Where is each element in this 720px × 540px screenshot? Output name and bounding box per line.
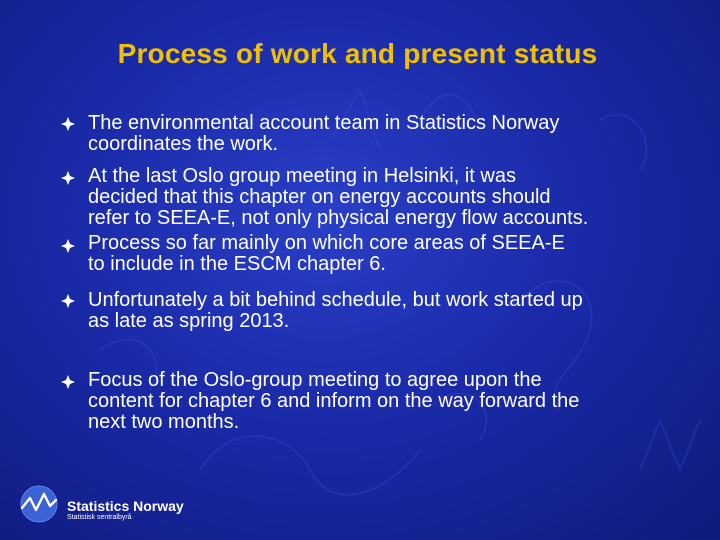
bullet-text: At the last Oslo group meeting in Helsinki, it was decided that this chapter on energy accounts should refer to SEEA-E, not only physical energy flow accounts. [88,165,589,229]
bullet-text: The environmental account team in Statistics Norway coordinates the work. [88,112,560,155]
org-name: Statistics Norway [67,498,184,514]
diamond-bullet-icon [60,374,76,390]
slide-title: Process of work and present status [117,38,598,69]
bullet-text: Focus of the Oslo-group meeting to agree upon the content for chapter 6 and inform on the way forward the next two months. [88,369,580,433]
bullet-text: Unfortunately a bit behind schedule, but work started up as late as spring 2013. [88,289,583,332]
statistics-norway-logo-icon [16,484,62,524]
bullet-text: Process so far mainly on which core areas of SEEA-E to include in the ESCM chapter 6. [88,232,565,275]
diamond-bullet-icon [60,293,76,309]
diamond-bullet-icon [60,238,76,254]
diamond-bullet-icon [60,116,76,132]
diamond-bullet-icon [60,170,76,186]
org-subtitle: Statistisk sentralbyrå [67,514,132,521]
